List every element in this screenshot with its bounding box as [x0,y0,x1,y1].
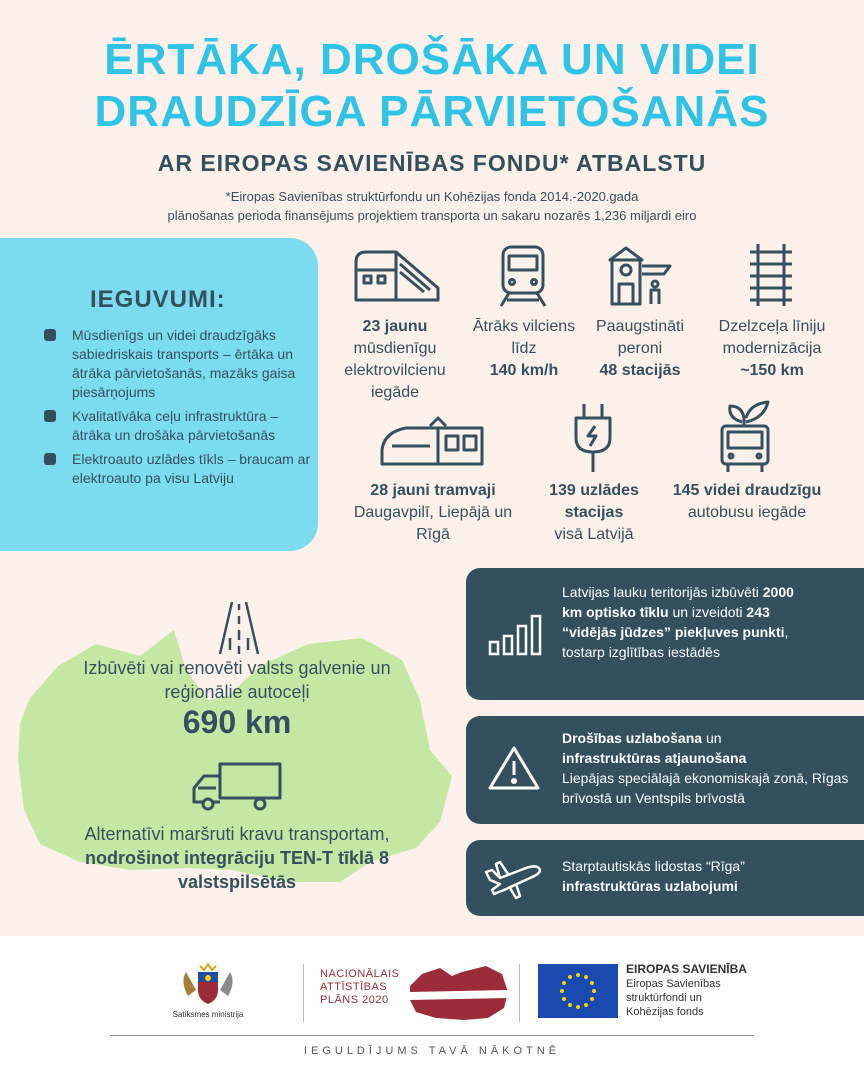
feature-trains [328,316,462,404]
footer-separator [519,964,520,1022]
feature-chargers-bold: 139 uzlādes stacijas [549,482,639,521]
feature-speed-text: Ātrāks vilciens līdz [472,318,576,357]
safety-panel [466,716,864,824]
nap-logo-text [320,968,399,1007]
feature-platforms [584,316,696,382]
safety-b1: Drošības uzlabošana [562,730,703,746]
safety-b2: infrastruktūras atjaunošana [562,750,747,766]
roads-km: 690 km [182,704,292,740]
truck-icon [190,760,284,812]
feature-trams-bold: 28 jauni tramvaji [370,482,496,499]
feature-speed [466,316,582,382]
station-icon [606,244,672,308]
benefit-item: Kvalitatīvāka ceļu infrastruktūra – ātrāka un drošāka pārvietošanās [44,407,314,445]
optic-t2: un izveidoti [672,604,743,620]
feature-chargers [528,480,660,546]
airport-b1: infrastruktūras uzlabojumi [562,878,738,894]
eu-flag [538,964,618,1023]
optic-t1: Latvijas lauku teritorijās izbūvēti [562,584,759,600]
eu-line2: struktūrfondi un [626,992,702,1004]
latvia-coat-of-arms-logo [176,962,240,1011]
safety-t2: Liepājas speciālajā ekonomiskajā zonā, Rīgas brīvostā un Ventspils brīvostā [562,770,849,806]
train-front-icon [497,244,549,308]
page-title-line2: DRAUDZĪGA PĀRVIETOŠANĀS [94,87,770,136]
feature-trains-bold: 23 jaunu [362,318,428,335]
feature-rails [702,316,842,382]
tram-icon [378,414,488,470]
feature-platforms-text: Paaugstināti peroni [595,318,685,357]
eu-text [626,962,747,1019]
footer-separator [303,964,304,1022]
eu-line3: Kohēzijas fonds [626,1006,704,1018]
footnote-line2: plānošanas perioda finansējums projektiem transporta un sakaru nozarēs 1,236 miljardi eiro [167,208,697,223]
benefit-item: Mūsdienīgs un videi draudzīgāks sabiedriskais transports – ērtāka un ātrāka pārvietošanās, mazāks gaisa piesārņojums [44,326,314,402]
feature-buses-bold: 145 videi draudzīgu [672,482,822,499]
optic-text [562,582,812,662]
optic-panel [466,568,864,700]
ministry-label: Satiksmes ministrija [172,1010,244,1019]
benefits-title: IEGUVUMI: [90,286,226,313]
feature-buses-text: autobusu iegāde [687,504,807,521]
safety-t1: un [705,730,722,746]
airport-text [562,856,852,896]
feature-rails-bold: ~150 km [740,362,804,379]
benefits-box [0,238,318,551]
page-title-line1: ĒRTĀKA, DROŠĀKA UN VIDEI [104,35,760,84]
freight-block [56,822,418,894]
feature-trains-text: mūsdienīgu elektrovilcienu iegāde [344,340,446,401]
airplane-icon [482,858,544,905]
benefit-item: Elektroauto uzlādes tīkls – braucam ar elektroauto pa visu Latviju [44,450,314,488]
electric-train-icon [352,248,442,306]
optic-b1: 2000 km optisko tīklu [562,584,794,620]
optic-t3: , tostarp izglītības iestādēs [562,624,789,660]
feature-speed-bold: 140 km/h [489,362,559,379]
nap-line3: PLĀNS 2020 [320,994,389,1006]
optic-b2: 243 “vidējās jūdzes” piekļuves punkti [562,604,785,640]
signal-bars-icon [488,612,546,661]
feature-buses [672,480,822,524]
footer-divider [110,1035,754,1036]
safety-text [562,728,862,808]
road-icon [214,600,264,656]
footnote-line1: *Eiropas Savienības struktūrfondu un Kohēzijas fonda 2014.-2020.gada [225,189,639,204]
freight-text: Alternatīvi maršruti kravu transportam, [84,824,390,844]
eu-title: EIROPAS SAVIENĪBA [626,962,747,976]
eco-bus-icon [716,400,774,476]
feature-chargers-text: visā Latvijā [554,526,634,543]
warning-icon [488,744,540,797]
airport-t1: Starptautiskās lidostas “Rīga” [562,858,745,874]
footer-motto: IEGULDĪJUMS TAVĀ NĀKOTNĒ [303,1045,561,1057]
roads-text: Izbūvēti vai renovēti valsts galvenie un reģionālie autoceļi [83,658,391,702]
freight-bold: nodrošinot integrāciju TEN-T tīklā 8 valstspilsētās [84,848,390,892]
feature-rails-text: Dzelzceļa līniju modernizācija [718,318,826,357]
nap-line1: NACIONĀLAIS [320,968,400,980]
latvia-flag-map-logo [406,962,512,1027]
feature-trams [344,480,522,546]
page-subtitle: AR EIROPAS SAVIENĪBAS FONDU* ATBALSTU [157,150,707,176]
benefits-list [44,326,314,493]
charging-plug-icon [570,402,616,474]
airport-panel [466,840,864,916]
eu-line1: Eiropas Savienības [626,978,721,990]
nap-line2: ATTĪSTĪBAS [320,981,388,993]
feature-platforms-bold: 48 stacijās [599,362,681,379]
feature-trams-text: Daugavpilī, Liepājā un Rīgā [353,504,513,543]
railway-track-icon [746,242,796,308]
